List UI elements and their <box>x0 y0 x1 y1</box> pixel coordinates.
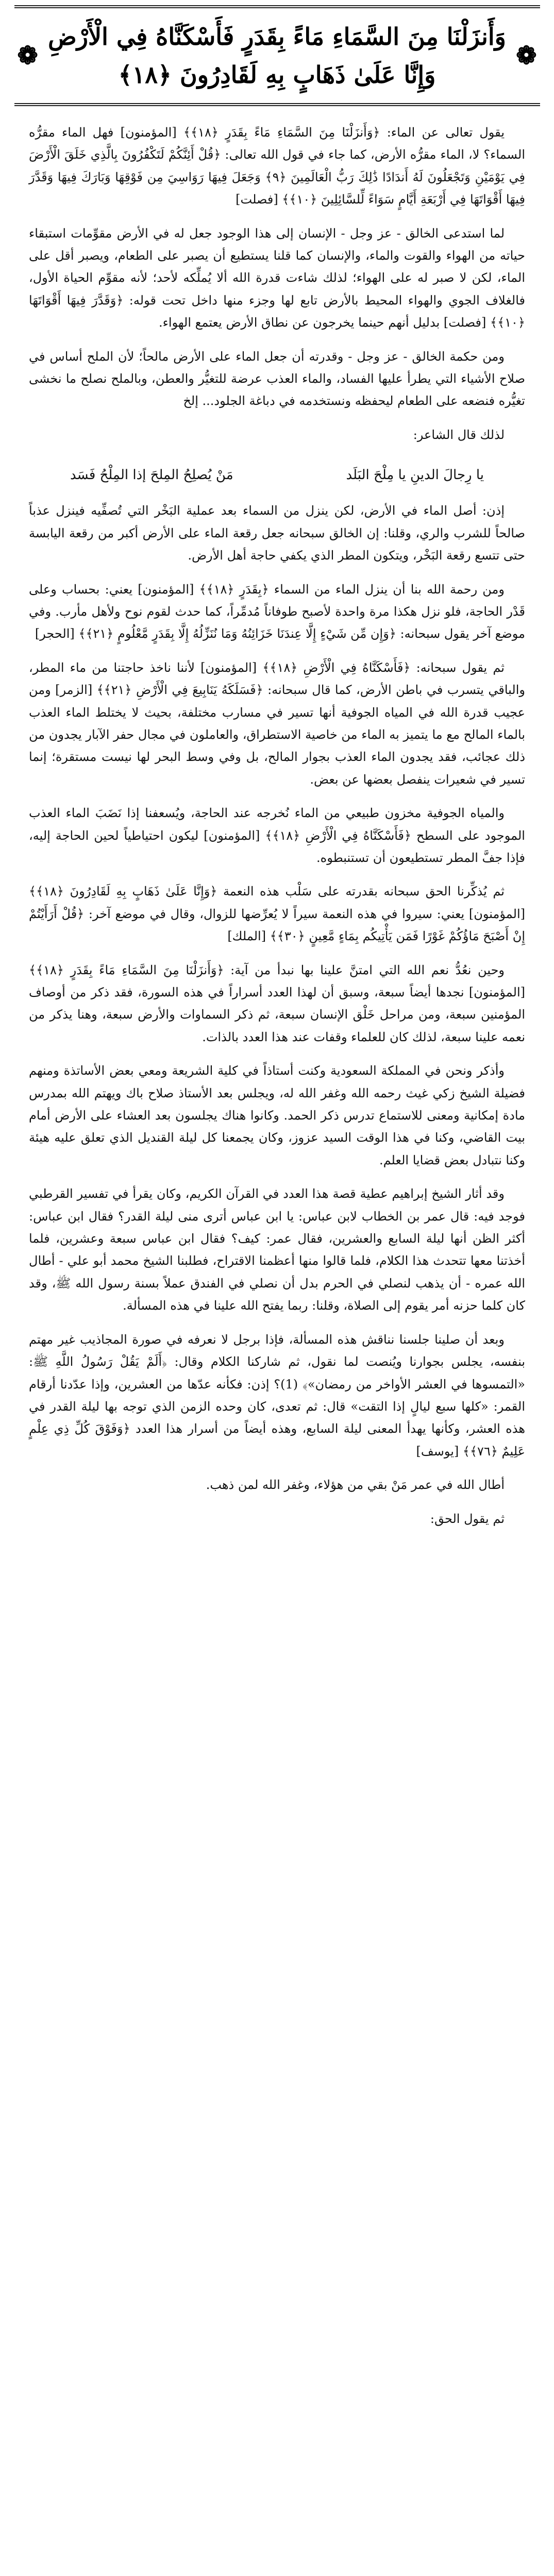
paragraph: ثم يُذكِّرنا الحق سبحانه بقدرته على سَلْب هذه النعمة ﴿وَإِنَّا عَلَىٰ ذَهَابٍ بِهِ لَقَادِرُونَ ﴿١٨﴾﴾ [المؤمنون] يعني: سيروا في هذه النعمة سيراً لا يُعرِّضها للزوال، وقال في موضع آخر: ﴿قُلْ أَرَأَيْتُمْ إِنْ أَصْبَحَ مَاؤُكُمْ غَوْرًا فَمَن يَأْتِيكُم بِمَاءٍ مَّعِينٍ ﴿٣٠﴾﴾ [الملك] <box>29 884 525 944</box>
paragraph: لما استدعى الخالق - عز وجل - الإنسان إلى هذا الوجود جعل له في الأرض مقوِّمات استبقاء حياته من الهواء والقوت والماء، والإنسان كما قلنا يستطيع أن يصبر على الطعام، ويصبر أقل على الماء، لكن لا صبر له على الهواء؛ لذلك شاءت قدرة الله ألا يُملِّكه لأحد؛ لأنه مقوِّم الحياة الأول، فالغلاف الجوي والهواء المحيط بالأرض تابع لها وجزء منها داخل تحت قوله: ﴿وَقَدَّرَ فِيهَا أَقْوَاتَهَا ﴿١٠﴾﴾ [فصلت] بدليل أنهم حينما يخرجون عن نطاق الأرض يعتمع الهواء. <box>29 226 525 330</box>
paragraph: وأذكر ونحن في المملكة السعودية وكنت أستاذاً في كلية الشريعة ومعي بعض الأساتذة ومنهم فضيلة الشيخ زكي غيث رحمه الله وغفر الله له، ويجلس بعد الأستاذ صلاح باك ويهتم الله بمدرس مادة إمكانية ومعنى للاستماع تدرس ذكر الحمد. وكانوا هناك يجلسون بعد العشاء على الأرض أمام بيت القاضي، وكنا في هذا الوقت السيد عزوز، وكان يجمعنا كل ليلة القنديل الذي تعلق عليه هيئة وكنا نتبادل بعض قضايا العلم. <box>29 1063 525 1167</box>
paragraph: لذلك قال الشاعر: <box>413 427 505 442</box>
commentary-body <box>29 122 525 1541</box>
paragraph: إذن: أصل الماء في الأرض، لكن ينزل من السماء بعد عملية البَخْر التي تُصفِّيه فينزل عذباً صالحاً للشرب والري، وقلنا: إن الخالق سبحانه جعل رقعة الماء على الأرض أكبر من رقعة اليابسة حتى تتسع رقعة البَخْر، ويتكون المطر الذي يكفي حاجة أهل الأرض. <box>29 503 525 563</box>
ornament-icon: ❁ <box>516 41 537 70</box>
poem-hemistich-first: يا رِجالَ الدينِ يا مِلْحَ البَلَد <box>346 467 484 483</box>
paragraph: ومن حكمة الخالق - عز وجل - وقدرته أن جعل الماء على الأرض مالحاً؛ لأن الملح أساس في صلاح الأشياء التي يطرأ عليها الفساد، والماء العذب عرضة للتغيُّر والعطن، وبالملح نصلح ما نخشى تغيُّره فنضعه على الطعام ليحفظه ونستخدمه في دباغة الجلود... إلخ <box>29 349 525 409</box>
paragraph: والمياه الجوفية مخزون طبيعي من الماء نُخرجه عند الحاجة، ويُسعفنا إذا نَضَبَ الماء العذب الموجود على السطح ﴿فَأَسْكَنَّاهُ فِي الْأَرْضِ ﴿١٨﴾﴾ [المؤمنون] ليكون احتياطياً لحين الحاجة إليه، فإذا جفَّ المطر تستطيعون أن تستنبطوه. <box>29 806 525 865</box>
paragraph: أطال الله في عمر مَنْ بقي من هؤلاء، وغفر الله لمن ذهب. <box>206 1478 505 1493</box>
paragraph: وقد أثار الشيخ إبراهيم عطية قصة هذا العدد في القرآن الكريم، وكان يقرأ في تفسير القرطبي فوجد فيه: قال عمر بن الخطاب لابن عباس: يا ابن عباس أترى منى ليلة القدر؟ فقال ابن عباس: أكثر الظن أنها ليلة السابع والعشرين، فقال عمر: كيف؟ فقال ابن عباس سبعة وعشرين، فلما أخذتنا معها تتحدث هذا الكلام، فلما قالوا منها أعظمنا الاقتراح، فطلبنا الشيخ محمد أبو علي - أطال الله عمره - أن يذهب لنصلي في الحرم بدل أن نصلي في الفندق عملاً بسنة رسول الله ﷺ، وقد كان كلما حزنه أمر يقوم إلى الصلاة، وقلنا: ربما يفتح الله علينا في هذه المسألة. <box>29 1187 525 1313</box>
paragraph: وبعد أن صلينا جلسنا نناقش هذه المسألة، فإذا برجل لا نعرفه في صورة المجاذيب غير مهتم بنفسه، يجلس بجوارنا ويُنصت لما نقول، ثم شاركنا الكلام وقال: ﴿أَلَمْ يَقُلْ رَسُولُ اللَّهِ ﷺ: «التمسوها في العشر الأواخر من رمضان»﴾ (1)؟ إذن: فكأنه عدّها من العشرين، وإذا عدّدنا أرقام القمر: «كلها سبع ليالٍ إذا التقت» قال: ثم تعدى، كان وحده الزمن الذي توجه بها ليلة القدر في هذه العشر، وكأنها يهدأ المعنى ليلة السابع، وهذه أيضاً من أسرار هذا العدد ﴿وَفَوْقَ كُلِّ ذِي عِلْمٍ عَلِيمٌ ﴿٧٦﴾﴾ [يوسف] <box>29 1332 525 1459</box>
header-verse-ornament <box>14 5 540 106</box>
paragraph: ثم يقول الحق: <box>430 1511 505 1526</box>
paragraph: يقول تعالى عن الماء: ﴿وَأَنزَلْنَا مِنَ السَّمَاءِ مَاءً بِقَدَرٍ ﴿١٨﴾﴾ [المؤمنون] فهل الماء مقرُّه السماء؟ لا، الماء مقرُّه الأرض، كما جاء في قول الله تعالى: ﴿قُلْ أَئِنَّكُمْ لَتَكْفُرُونَ بِالَّذِي خَلَقَ الْأَرْضَ فِي يَوْمَيْنِ وَتَجْعَلُونَ لَهُ أَندَادًا ذَٰلِكَ رَبُّ الْعَالَمِينَ ﴿٩﴾ وَجَعَلَ فِيهَا رَوَاسِيَ مِن فَوْقِهَا وَبَارَكَ فِيهَا وَقَدَّرَ فِيهَا أَقْوَاتَهَا فِي أَرْبَعَةِ أَيَّامٍ سَوَاءً لِّلسَّائِلِينَ ﴿١٠﴾﴾ [فصلت] <box>29 125 525 207</box>
poem-hemistich-second: مَنْ يُصلِحُ المِلحَ إذا المِلْحُ فَسَد <box>70 467 233 483</box>
poem-verse <box>29 457 525 500</box>
ornament-icon: ❁ <box>17 41 38 70</box>
paragraph: ثم يقول سبحانه: ﴿فَأَسْكَنَّاهُ فِي الْأَرْضِ ﴿١٨﴾﴾ [المؤمنون] لأننا ناخذ حاجتنا من ماء المطر، والباقي يتسرب في باطن الأرض، كما قال سبحانه: ﴿فَسَلَكَهُ يَنَابِيعَ فِي الْأَرْضِ ﴿٢١﴾﴾ [الزمر] ومن عجيب قدرة الله في المياه الجوفية أنها تسير في مسارب مختلفة، بحيث لا يختلط الماء العذب بالماء المالح مع ما يتميز به الماء من خاصية الاستطراق، والعاملون في مجال حفر الآبار يجدون من ذلك عجائب، فقد يجدون الماء العذب بجوار المالح، بل وفي وسط البحر لها نيست مستقرة؛ إنما تسير في شعيرات ينفصل بعضها عن بعض. <box>29 660 525 787</box>
paragraph: ومن رحمة الله بنا أن ينزل الماء من السماء ﴿بِقَدَرٍ ﴿١٨﴾﴾ [المؤمنون] يعني: بحساب وعلى قَدْر الحاجة، فلو نزل هكذا مرة واحدة لأصبح طوفاناً مُدمِّراً، كما حدث لقوم نوح ولأهل مأرب. وفي موضع آخر يقول سبحانه: ﴿وَإِن مِّن شَيْءٍ إِلَّا عِندَنَا خَزَائِنُهُ وَمَا نُنَزِّلُهُ إِلَّا بِقَدَرٍ مَّعْلُومٍ ﴿٢١﴾﴾ [الحجر] <box>29 582 525 641</box>
paragraph: وحين نعُدُّ نعم الله التي امتنَّ علينا بها نبدأ من آية: ﴿وَأَنزَلْنَا مِنَ السَّمَاءِ مَاءً بِقَدَرٍ ﴿١٨﴾﴾ [المؤمنون] نجدها أيضاً سبعة، وسبق أن لهذا العدد أسراراً في هذه السورة، فقد ذكر من أوصاف المؤمنين سبعة، ومن مراحل خَلْق الإنسان سبعة، ثم ذكر السماوات والأرض سبعة، وهنا يذكر من نعمه علينا سبعة، لذلك كان للعلماء وقفات عند هذا العدد بالذات. <box>29 962 525 1044</box>
header-verse-line1: وَأَنزَلْنَا مِنَ السَّمَاءِ مَاءً بِقَدَرٍ فَأَسْكَنَّاهُ فِي الْأَرْضِ <box>48 23 506 50</box>
header-verse-line2: وَإِنَّا عَلَىٰ ذَهَابٍ بِهِ لَقَادِرُونَ ﴿١٨﴾ <box>118 61 436 89</box>
